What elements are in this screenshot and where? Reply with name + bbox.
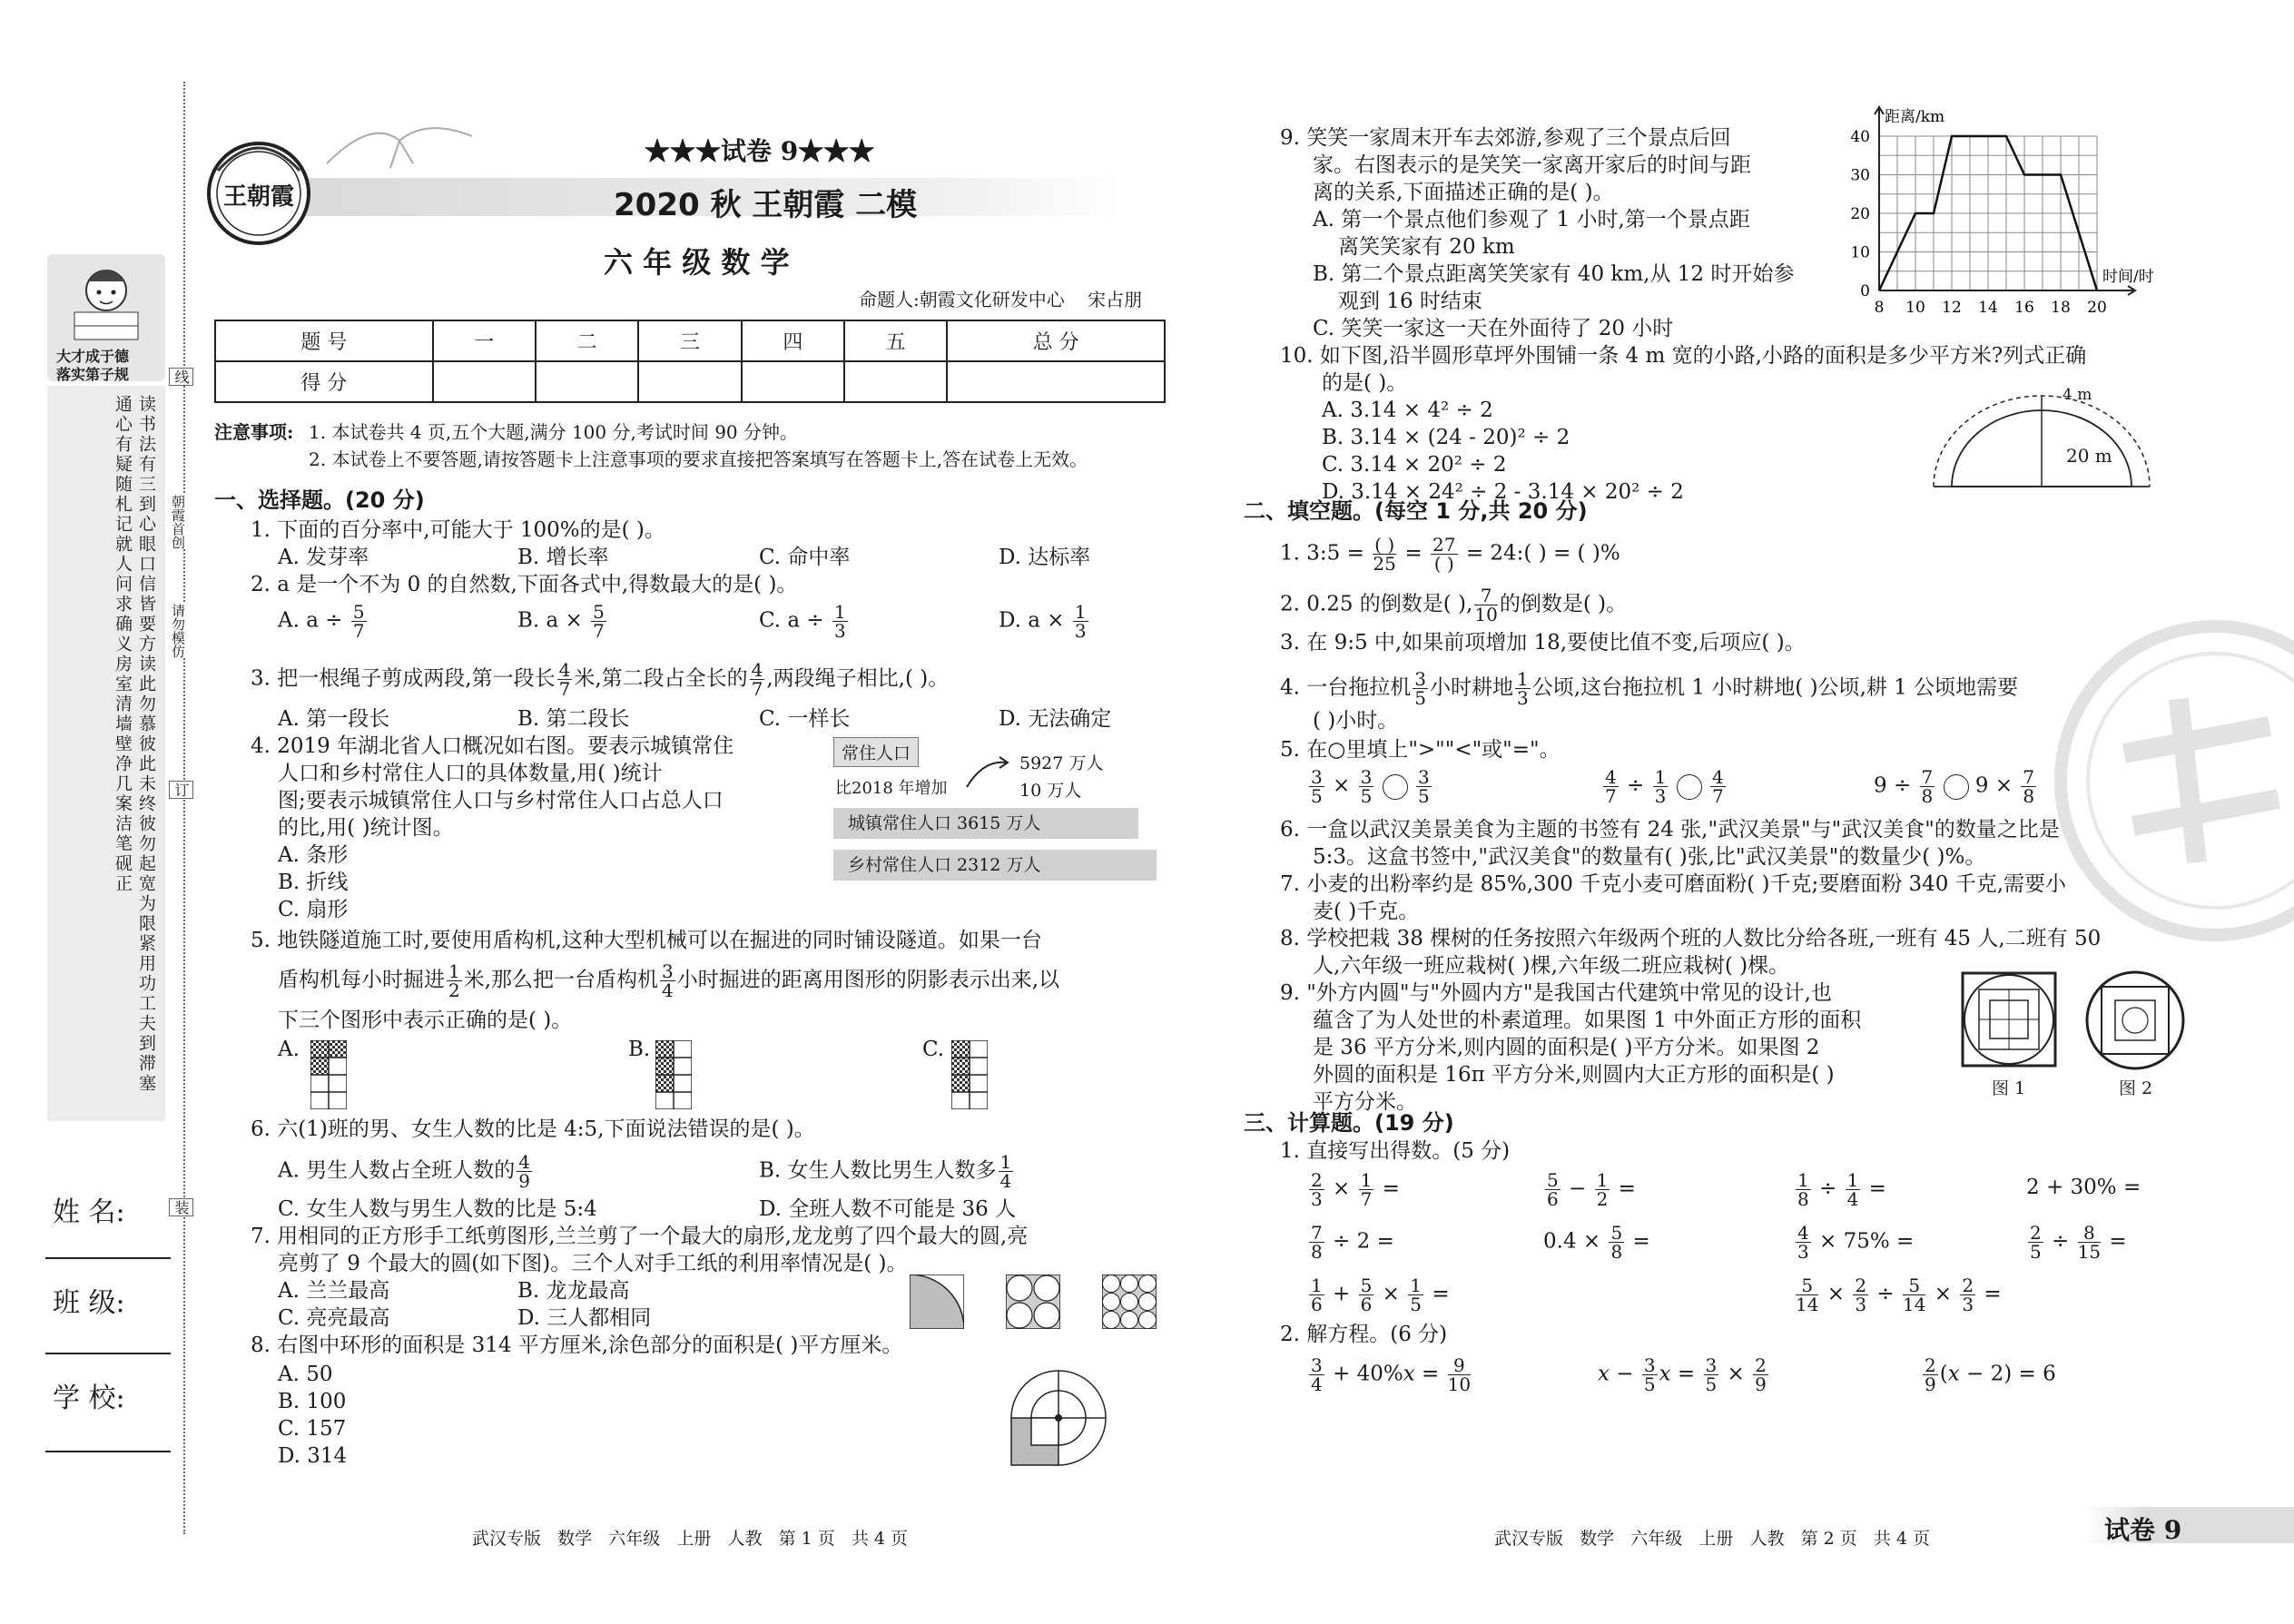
f1-text-a: 1. 3:5 = <box>1280 541 1364 566</box>
f5-stem: 5. 在○里填上">""<"或"="。 <box>1280 738 1561 762</box>
fraction: $\frac{4}{7}$ <box>751 659 763 700</box>
footer-badge: 试卷 9 <box>2104 1515 2182 1545</box>
q3-option-d[interactable]: D. 无法确定 <box>999 707 1112 731</box>
section2-title: 二、填空题。(每空 1 分,共 20 分) <box>1244 498 1588 524</box>
f8-line2: 人,六年级一班应栽树( )棵,六年级二班应栽树( )棵。 <box>1313 954 1790 978</box>
r-q9-line2: 家。右图表示的是笑笑一家离开家后的时间与距 <box>1313 153 1751 177</box>
semicircle-radius-label: 20 m <box>2066 445 2112 467</box>
seal-label-2: 朝霞首创 <box>170 495 186 549</box>
q4-option-a[interactable]: A. 条形 <box>278 843 349 867</box>
calc-item[interactable]: $\frac{7}{8}$ ÷ 2 = <box>1311 1222 1394 1263</box>
section3-title: 三、计算题。(19 分) <box>1244 1110 1454 1136</box>
q2-d-text: D. a × <box>999 608 1065 633</box>
fraction-blank[interactable]: $\frac{( )}{25}$ <box>1373 534 1396 575</box>
c1-title: 1. 直接写出得数。(5 分) <box>1280 1139 1511 1163</box>
r-q10-option-b[interactable]: B. 3.14 × (24 - 20)² ÷ 2 <box>1322 426 1570 449</box>
compare-circle[interactable] <box>1677 774 1702 800</box>
f4-text-a: 4. 一台拖拉机 <box>1280 675 1412 700</box>
f4-line <box>1280 670 2018 707</box>
f9-line4: 外圆的面积是 16π 平方分米,则圆内大正方形的面积是( ) <box>1313 1063 1835 1087</box>
motto-top: 大才成于德 <box>56 348 130 365</box>
f5-compare-2: $\frac{4}{7}$ ÷ $\frac{1}{3}$ $\frac{4}{7}$ <box>1605 766 1724 807</box>
x-tick-label: 20 <box>2087 299 2107 317</box>
r-q10-stem2: 的是( )。 <box>1322 371 1408 395</box>
q5-line2-a: 盾构机每小时掘进 <box>278 968 445 992</box>
score-value-row <box>215 361 1165 402</box>
notes-line2: 2. 本试卷上不要答题,请按答题卡上注意事项的要求直接把答案填写在答题卡上,答在试卷上无效。 <box>309 448 1088 470</box>
q3-stem-b: 米,第二段占全长的 <box>574 666 748 691</box>
fraction-blank[interactable]: $\frac{27}{( )}$ <box>1433 534 1456 575</box>
score-cell: 题 号 <box>215 320 433 361</box>
left-margin <box>0 0 191 1624</box>
q8-option-d[interactable]: D. 314 <box>278 1444 348 1468</box>
f4-text-b: 小时耕地 <box>1430 675 1513 700</box>
q1-option-c[interactable]: C. 命中率 <box>759 546 851 569</box>
increase-label: 比2018 年增加 <box>835 779 948 798</box>
arrow-icon <box>965 755 1010 792</box>
q2-option-d[interactable] <box>999 603 1090 640</box>
r-q9-option-c[interactable]: C. 笑笑一家这一天在外面待了 20 小时 <box>1313 317 1674 340</box>
equation-item[interactable]: $\frac{3}{4}$ + 40%x = $\frac{9}{10}$ <box>1311 1354 1472 1395</box>
r-q10-option-c[interactable]: C. 3.14 × 20² ÷ 2 <box>1322 453 1507 477</box>
q2-option-b[interactable] <box>517 603 608 640</box>
q6-option-a[interactable] <box>278 1153 534 1190</box>
figure-1-square-circle <box>1961 971 2057 1068</box>
class-label: 班 级: <box>53 1287 125 1319</box>
footer-right: 武汉专版 数学 六年级 上册 人教 第 2 页 共 4 页 <box>1494 1529 1931 1549</box>
q5-line2-b: 米,那么把一台盾构机 <box>463 968 659 992</box>
r-q10-option-d[interactable]: D. 3.14 × 24² ÷ 2 - 3.14 × 20² ÷ 2 <box>1322 480 1684 504</box>
f9-line3: 是 36 平方分米,则内圆的面积是( )平方分米。如果图 2 <box>1313 1036 1820 1059</box>
f9-line1: 9. "外方内圆"与"外圆内方"是我国古代建筑中常见的设计,也 <box>1280 981 1832 1005</box>
q4-line4: 的比,用( )统计图。 <box>278 816 454 840</box>
logo-text: 王朝霞 <box>223 183 295 211</box>
score-input[interactable] <box>742 361 844 402</box>
q5-line1: 5. 地铁隧道施工时,要使用盾构机,这种大型机械可以在掘进的同时铺设隧道。如果一台 <box>251 929 1042 952</box>
score-input[interactable] <box>536 361 638 402</box>
f5-compare-3: 9 ÷ $\frac{7}{8}$ 9 × $\frac{7}{8}$ <box>1874 766 2035 807</box>
r-q9-option-b[interactable]: B. 第二个景点距离笑笑家有 40 km,从 12 时开始参 <box>1313 262 1795 286</box>
q3-option-a[interactable]: A. 第一段长 <box>278 707 390 731</box>
calc-item[interactable]: $\frac{2}{5}$ ÷ $\frac{8}{15}$ = <box>2030 1222 2127 1263</box>
q7-line1: 7. 用相同的正方形手工纸剪图形,兰兰剪了一个最大的扇形,龙龙剪了四个最大的圆,亮 <box>251 1225 1029 1248</box>
r-q9-line3: 离的关系,下面描述正确的是( )。 <box>1313 181 1614 204</box>
q7-four-circles-figure <box>1006 1275 1060 1329</box>
q3-stem <box>251 661 949 698</box>
fraction: $\frac{1}{2}$ <box>448 960 460 1001</box>
f2-line <box>1280 586 1627 624</box>
equation-item[interactable]: $\frac{2}{9}$ (x − 2) = 6 <box>1925 1354 2056 1395</box>
figure-2-caption: 图 2 <box>2119 1078 2153 1098</box>
score-input[interactable] <box>433 361 536 402</box>
score-cell: 四 <box>742 320 844 361</box>
q5-line3: 下三个图形中表示正确的是( )。 <box>278 1009 573 1032</box>
calc-item[interactable]: $\frac{5}{14}$ × $\frac{2}{3}$ ÷ $\frac{5}{14}$ × $\frac{2}{3}$ = <box>1796 1275 2002 1315</box>
q8-option-a[interactable]: A. 50 <box>278 1363 333 1386</box>
dotted-cut-line <box>183 82 185 1534</box>
q2-c-text: C. a ÷ <box>759 608 824 633</box>
score-input[interactable] <box>947 361 1165 402</box>
q4-option-c[interactable]: C. 扇形 <box>278 898 349 921</box>
f8-line1: 8. 学校把栽 38 棵树的任务按照六年级两个班的人数比分给各班,一班有 45 人,二班有 50 <box>1280 927 2102 950</box>
q1-stem: 1. 下面的百分率中,可能大于 100%的是( )。 <box>251 518 665 542</box>
q2-option-a[interactable] <box>278 603 369 640</box>
q8-option-b[interactable]: B. 100 <box>278 1390 347 1413</box>
fraction: $\frac{1}{4}$ <box>999 1151 1012 1192</box>
q6-b-text: B. 女生人数比男生人数多 <box>759 1158 997 1183</box>
score-cell: 一 <box>433 320 536 361</box>
calc-item[interactable]: $\frac{1}{8}$ ÷ $\frac{1}{4}$ = <box>1797 1169 1886 1210</box>
seal-label-4: 订 <box>169 781 193 799</box>
q5-figure-c[interactable] <box>951 1040 988 1109</box>
y-axis-label: 距离/km <box>1885 108 1945 126</box>
q7-option-a[interactable]: A. 兰兰最高 <box>278 1279 390 1303</box>
f3-line: 3. 在 9:5 中,如果前项增加 18,要使比值不变,后项应( )。 <box>1280 631 1806 655</box>
f1-text-b: = 24:( ) = ( )% <box>1465 541 1620 566</box>
motto-bottom: 落实第子规 <box>56 366 130 383</box>
x-tick-label: 14 <box>1978 299 1998 317</box>
q6-stem: 6. 六(1)班的男、女生人数的比是 4:5,下面说法错误的是( )。 <box>251 1117 815 1141</box>
school-field[interactable] <box>45 1451 171 1452</box>
y-tick-label: 30 <box>1850 166 1870 185</box>
calc-item[interactable]: $\frac{1}{6}$ + $\frac{5}{6}$ × $\frac{1}{5}$ = <box>1311 1275 1450 1315</box>
q5-option-b[interactable]: B. <box>628 1038 651 1061</box>
class-field[interactable] <box>45 1353 171 1354</box>
rural-pop-bar: 乡村常住人口 2312 万人 <box>833 850 1157 881</box>
q8-option-c[interactable]: C. 157 <box>278 1417 347 1441</box>
q6-a-text: A. 男生人数占全班人数的 <box>278 1158 516 1183</box>
fraction: $\frac{1}{3}$ <box>1517 668 1529 709</box>
q6-option-c[interactable]: C. 女生人数与男生人数的比是 5:4 <box>278 1197 597 1221</box>
chart-labels <box>1850 108 2153 317</box>
f4-text-c: 公顷,这台拖拉机 1 小时耕地( )公顷,耕 1 公顷地需要 <box>1531 675 2019 700</box>
r-q10-option-a[interactable]: A. 3.14 × 4² ÷ 2 <box>1322 399 1493 422</box>
footer-left: 武汉专版 数学 六年级 上册 人教 第 1 页 共 4 页 <box>472 1529 909 1549</box>
q6-option-b[interactable] <box>759 1153 1015 1190</box>
f2-text-b: 的倒数是( )。 <box>1499 592 1628 616</box>
r-q9-line1: 9. 笑笑一家周末开车去郊游,参观了三个景点后回 <box>1280 126 1731 150</box>
q1-option-a[interactable]: A. 发芽率 <box>278 546 369 569</box>
fraction: $\frac{7}{10}$ <box>1474 585 1498 625</box>
name-label: 姓 名: <box>53 1196 125 1228</box>
urban-pop-bar: 城镇常住人口 3615 万人 <box>833 808 1138 839</box>
calc-item[interactable]: $\frac{4}{3}$ × 75% = <box>1797 1222 1915 1263</box>
compare-circle[interactable] <box>1383 774 1408 800</box>
score-table <box>214 320 1166 403</box>
fraction: $\frac{4}{7}$ <box>558 659 571 700</box>
resident-pop-label: 常住人口 <box>833 737 919 767</box>
mascot-box <box>47 254 165 381</box>
fraction: $\frac{5}{7}$ <box>593 601 605 642</box>
q8-stem: 8. 右图中环形的面积是 314 平方厘米,涂色部分的面积是( )平方厘米。 <box>251 1334 903 1357</box>
notes-label: 注意事项: <box>214 421 294 443</box>
equation-item[interactable]: x − $\frac{3}{5}$ x = $\frac{3}{5}$ × $\frac{2}{9}$ <box>1598 1354 1767 1395</box>
r-q9-option-a[interactable]: A. 第一个景点他们参观了 1 小时,第一个景点距 <box>1313 208 1750 231</box>
seal-label-1: 线 <box>169 368 193 386</box>
q4-line1: 4. 2019 年湖北省人口概况如右图。要表示城镇常住 <box>251 734 734 758</box>
f5-compare-1: $\frac{3}{5}$ × $\frac{3}{5}$ $\frac{3}{5}$ <box>1311 766 1430 807</box>
r-q10-stem: 10. 如下图,沿半圆形草坪外围铺一条 4 m 宽的小路,小路的面积是多少平方米?列式正确 <box>1280 344 2087 368</box>
population-figure <box>833 737 1157 882</box>
q7-option-b[interactable]: B. 龙龙最高 <box>517 1279 630 1303</box>
q3-stem-c: ,两段绳子相比,( )。 <box>766 666 950 691</box>
q3-option-b[interactable]: B. 第二段长 <box>517 707 630 731</box>
f6-line1: 6. 一盒以武汉美景美食为主题的书签有 24 张,"武汉美景"与"武汉美食"的数量之比是 <box>1280 818 2060 842</box>
score-cell: 三 <box>638 320 741 361</box>
score-cell: 五 <box>844 320 947 361</box>
exam-title: 2020 秋 王朝霞 二模 <box>614 187 918 223</box>
increase-value: 10 万人 <box>1019 781 1082 801</box>
q4-line2: 人口和乡村常住人口的具体数量,用( )统计 <box>278 762 663 785</box>
figure-1-caption: 图 1 <box>1992 1078 2026 1098</box>
total-pop-value: 5927 万人 <box>1019 753 1104 773</box>
q5-option-c[interactable]: C. <box>922 1038 945 1061</box>
q1-option-d[interactable]: D. 达标率 <box>999 546 1091 569</box>
x-tick-label: 18 <box>2051 299 2071 317</box>
x-tick-label: 12 <box>1942 299 1962 317</box>
score-header-row <box>215 320 1165 361</box>
x-axis-label: 时间/时 <box>2102 268 2154 286</box>
q2-b-text: B. a × <box>517 608 583 633</box>
y-tick-label: 10 <box>1850 243 1870 262</box>
f7-line2: 麦( )千克。 <box>1313 900 1420 923</box>
score-cell: 总 分 <box>947 320 1165 361</box>
fraction: $\frac{1}{3}$ <box>1074 601 1087 642</box>
fraction: $\frac{4}{9}$ <box>518 1151 530 1192</box>
q4-line3: 图;要表示城镇常住人口与乡村常住人口占总人口 <box>278 789 724 812</box>
semicircle-width-label: 4 m <box>2063 386 2092 404</box>
q5-line2-c: 小时掘进的距离用图形的阴影表示出来,以 <box>676 968 1060 992</box>
fraction: $\frac{1}{3}$ <box>834 601 846 642</box>
name-field[interactable] <box>45 1257 171 1259</box>
q5-figure-a[interactable] <box>310 1040 347 1109</box>
seal-label-3: 请勿模仿 <box>170 604 186 658</box>
y-tick-label: 0 <box>1860 282 1870 300</box>
fraction: $\frac{3}{5}$ <box>1414 668 1426 709</box>
r-q9-option-a-cont: 离笑笑家有 20 km <box>1338 235 1515 259</box>
q4-option-b[interactable]: B. 折线 <box>278 871 349 894</box>
f1-line: 1. 3:5 = $\frac{( )}{25}$ = $\frac{27}{( )}$ = 24:( ) = ( )% <box>1280 534 1620 575</box>
fraction: $\frac{3}{4}$ <box>662 960 674 1001</box>
q3-stem-a: 3. 把一根绳子剪成两段,第一段长 <box>251 666 556 691</box>
x-tick-label: 16 <box>2014 299 2034 317</box>
c2-title: 2. 解方程。(6 分) <box>1280 1323 1448 1346</box>
calc-item[interactable]: 2 + 30% = <box>2026 1176 2141 1199</box>
q6-option-d[interactable]: D. 全班人数不可能是 36 人 <box>759 1197 1017 1221</box>
y-tick-label: 40 <box>1850 128 1870 146</box>
calc-item[interactable]: $\frac{2}{3}$ × $\frac{1}{7}$ = <box>1311 1169 1400 1210</box>
r-q9-option-b-cont: 观到 16 时结束 <box>1338 290 1482 313</box>
q2-option-c[interactable] <box>759 603 850 640</box>
f9-line5: 平方分米。 <box>1313 1090 1417 1114</box>
f9-line2: 蕴含了为人处世的朴素道理。如果图 1 中外面正方形的面积 <box>1313 1009 1862 1032</box>
q7-option-c[interactable]: C. 亮亮最高 <box>278 1306 390 1330</box>
compare-circle[interactable] <box>1944 774 1969 800</box>
x-tick-label: 8 <box>1874 299 1885 317</box>
author-line: 命题人:朝霞文化研发中心 宋占朋 <box>859 289 1143 310</box>
semicircle-lawn-figure <box>1928 389 2155 490</box>
q7-option-d[interactable]: D. 三人都相同 <box>517 1306 652 1330</box>
verse-box <box>47 386 165 1121</box>
score-cell: 得 分 <box>215 361 433 402</box>
q7-sector-figure <box>910 1275 964 1329</box>
chart-grid <box>1879 136 2097 290</box>
f4-line2: ( )小时。 <box>1313 709 1399 733</box>
q7-nine-circles-figure <box>1102 1275 1157 1329</box>
score-input[interactable] <box>844 361 947 402</box>
q5-line2 <box>278 962 1059 999</box>
y-tick-label: 20 <box>1850 205 1870 223</box>
q5-option-a[interactable]: A. <box>278 1038 300 1061</box>
q3-option-c[interactable]: C. 一样长 <box>759 707 851 731</box>
f7-line1: 7. 小麦的出粉率约是 85%,300 千克小麦可磨面粉( )千克;要磨面粉 340 千克,需要小 <box>1280 872 2067 896</box>
q7-line2: 亮剪了 9 个最大的圆(如下图)。三个人对手工纸的利用率情况是( )。 <box>278 1252 908 1275</box>
q2-a-text: A. a ÷ <box>278 608 343 633</box>
ribbon-icon <box>318 109 481 172</box>
watermark-stamp <box>2043 617 2294 944</box>
section1-title: 一、选择题。(20 分) <box>214 487 425 513</box>
calc-item[interactable]: $\frac{5}{6}$ − $\frac{1}{2}$ = <box>1547 1169 1636 1210</box>
verse-text: 读书法有三到心眼口信皆要方读此勿慕彼此未终彼勿起宽为限紧用功工夫到滞塞通心有疑随札记就人问求确义房室清墙壁净几案洁笔砚正 <box>113 395 156 1094</box>
school-label: 学 校: <box>53 1383 125 1414</box>
notes-line1: 1. 本试卷共 4 页,五个大题,满分 100 分,考试时间 90 分钟。 <box>309 421 799 443</box>
distance-time-chart <box>1825 100 2161 331</box>
f2-text-a: 2. 0.25 的倒数是( ), <box>1280 592 1473 616</box>
q2-stem: 2. a 是一个不为 0 的自然数,下面各式中,得数最大的是( )。 <box>251 573 798 596</box>
score-input[interactable] <box>638 361 741 402</box>
fraction: $\frac{5}{7}$ <box>352 601 365 642</box>
q5-figure-b[interactable] <box>655 1040 692 1109</box>
figure-2-circle-square <box>2084 969 2186 1071</box>
f6-line2: 5:3。这盒书签中,"武汉美食"的数量有( )张,比"武汉美景"的数量少( )%。 <box>1313 845 1986 869</box>
x-tick-label: 10 <box>1905 299 1925 317</box>
subject-title: 六 年 级 数 学 <box>604 245 790 280</box>
q1-option-b[interactable]: B. 增长率 <box>517 546 609 569</box>
series-title: ★★★试卷 9★★★ <box>645 136 875 166</box>
q8-ring-figure <box>1004 1367 1113 1469</box>
calc-item[interactable]: 0.4 × $\frac{5}{8}$ = <box>1543 1222 1650 1263</box>
seal-label-5: 装 <box>169 1198 193 1216</box>
score-cell: 二 <box>536 320 638 361</box>
